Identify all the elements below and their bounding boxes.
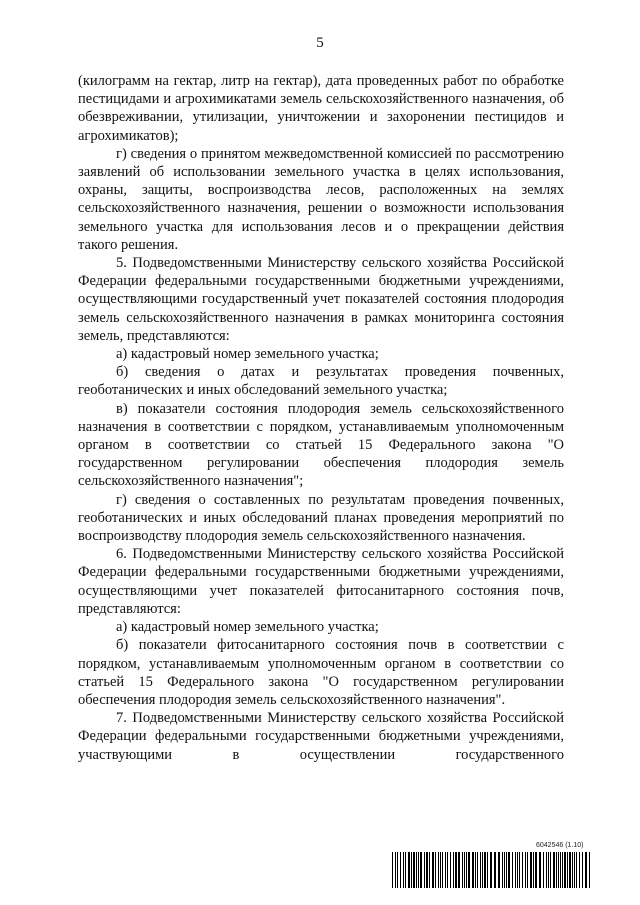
barcode-bar: [539, 852, 541, 888]
barcode-bar: [480, 852, 481, 888]
paragraph: б) показатели фитосанитарного состояния почв в соответствии с порядком, устанавливаемым уполномоченным органом в соответствии со статьей 15 Федерального закона "О государственном регулировании обеспечения плодородия земель сельскохозяйственного назначения".: [78, 637, 564, 708]
barcode-bar: [522, 852, 523, 888]
barcode-bar: [400, 852, 401, 888]
paragraph: а) кадастровый номер земельного участка;: [116, 619, 379, 636]
barcode-bar: [435, 852, 436, 888]
barcode-bar: [468, 852, 470, 888]
barcode-bar: [429, 852, 430, 888]
barcode-bar: [424, 852, 425, 888]
barcode-bar: [438, 852, 439, 888]
paragraph: (килограмм на гектар, литр на гектар), дата проведенных работ по обработке пестицидами и агрохимикатами земель сельскохозяйственного назначения, об обезвреживании, утилизации, уничтожении и захоронении пестицидов и агрохимикатов);: [78, 73, 564, 144]
barcode-bar: [502, 852, 503, 888]
paragraph: в) показатели состояния плодородия земель сельскохозяйственного назначения в соответствии с порядком, устанавливаемым уполномоченным органом в соответствии со статьей 15 Федерального закона "О государственном регулировании обеспечения плодородия земель сельскохозяйственного назначения";: [78, 400, 564, 490]
barcode-bar: [564, 852, 566, 888]
barcode-bar: [517, 852, 518, 888]
barcode-bar: [582, 852, 583, 888]
barcode-bar: [462, 852, 463, 888]
barcode-bar: [569, 852, 571, 888]
barcode-bar: [458, 852, 460, 888]
barcode-bar: [550, 852, 551, 888]
barcode-bar: [420, 852, 422, 888]
barcode-bar: [411, 852, 412, 888]
barcode-bar: [525, 852, 526, 888]
barcode-bar: [426, 852, 428, 888]
barcode-bar: [543, 852, 544, 888]
barcode-bar: [558, 852, 559, 888]
barcode-bar: [392, 852, 393, 888]
barcode-bar: [560, 852, 561, 888]
barcode-bar: [445, 852, 446, 888]
barcode-bar: [416, 852, 417, 888]
barcode-icon: [392, 852, 590, 888]
barcode-bar: [397, 852, 398, 888]
barcode-bar: [556, 852, 557, 888]
barcode-bar: [576, 852, 577, 888]
barcode-bar: [455, 852, 457, 888]
barcode-bar: [403, 852, 404, 888]
barcode-bar: [567, 852, 568, 888]
barcode-bar: [572, 852, 573, 888]
barcode-bar: [574, 852, 575, 888]
barcode-bar: [408, 852, 410, 888]
document-code: 6042546 (1.10): [536, 842, 584, 849]
barcode-bar: [475, 852, 476, 888]
barcode-bar: [490, 852, 492, 888]
barcode-bar: [589, 852, 590, 888]
barcode-bar: [432, 852, 434, 888]
paragraph: 7. Подведомственными Министерству сельского хозяйства Российской Федерации федеральными государственными бюджетными учреждениями, участвующими в осуществлении государственного: [78, 710, 564, 763]
barcode-bar: [487, 852, 488, 888]
barcode-bar: [466, 852, 467, 888]
paragraph: б) сведения о датах и результатах проведения почвенных, геоботанических и иных обследований земельного участка;: [78, 364, 564, 399]
barcode-bar: [494, 852, 496, 888]
barcode-bar: [546, 852, 547, 888]
barcode-bar: [484, 852, 486, 888]
barcode-bar: [464, 852, 465, 888]
barcode-bar: [450, 852, 451, 888]
barcode-bar: [527, 852, 528, 888]
barcode-bar: [498, 852, 500, 888]
barcode-bar: [405, 852, 406, 888]
barcode-bar: [472, 852, 474, 888]
barcode-bar: [562, 852, 563, 888]
barcode-bar: [585, 852, 587, 888]
barcode-bar: [512, 852, 513, 888]
paragraph: а) кадастровый номер земельного участка;: [116, 346, 379, 363]
barcode-bar: [535, 852, 537, 888]
barcode-bar: [395, 852, 396, 888]
paragraph: 5. Подведомственными Министерству сельского хозяйства Российской Федерации федеральными государственными бюджетными учреждениями, осуществляющими государственный учет показателей состояния плодородия земель сельскохозяйственного назначения в рамках мониторинга состояния земель, представляются:: [78, 255, 564, 344]
barcode-bar: [533, 852, 534, 888]
paragraph: 6. Подведомственными Министерству сельского хозяйства Российской Федерации федеральными государственными бюджетными учреждениями, осуществляющими учет показателей фитосанитарного состояния почв, представляются:: [78, 546, 564, 617]
barcode-bar: [447, 852, 448, 888]
page-number: 5: [316, 35, 324, 51]
barcode-bar: [482, 852, 483, 888]
barcode-bar: [440, 852, 441, 888]
barcode-bar: [579, 852, 580, 888]
barcode-bar: [519, 852, 520, 888]
barcode-bar: [530, 852, 532, 888]
document-body: [78, 72, 564, 764]
barcode-bar: [508, 852, 510, 888]
barcode-bar: [506, 852, 507, 888]
paragraph: г) сведения о принятом межведомственной комиссией по рассмотрению заявлений об использовании земельного участка в целях использования, охраны, защиты, воспроизводства лесов, расположенных на землях сельскохозяйственного назначения, решении о возможности использования земельного участка для использования лесов и о прекращении действия такого решения.: [78, 145, 564, 253]
barcode-bar: [553, 852, 555, 888]
barcode-bar: [515, 852, 516, 888]
barcode-bar: [413, 852, 415, 888]
barcode-bar: [504, 852, 505, 888]
barcode-bar: [442, 852, 443, 888]
barcode-bar: [453, 852, 454, 888]
barcode-bar: [477, 852, 478, 888]
paragraph: г) сведения о составленных по результатам проведения почвенных, геоботанических и иных обследований планах проведения мероприятий по воспроизводству плодородия земель сельскохозяйственного назначения.: [78, 491, 564, 545]
barcode-bar: [548, 852, 549, 888]
barcode-bar: [418, 852, 419, 888]
